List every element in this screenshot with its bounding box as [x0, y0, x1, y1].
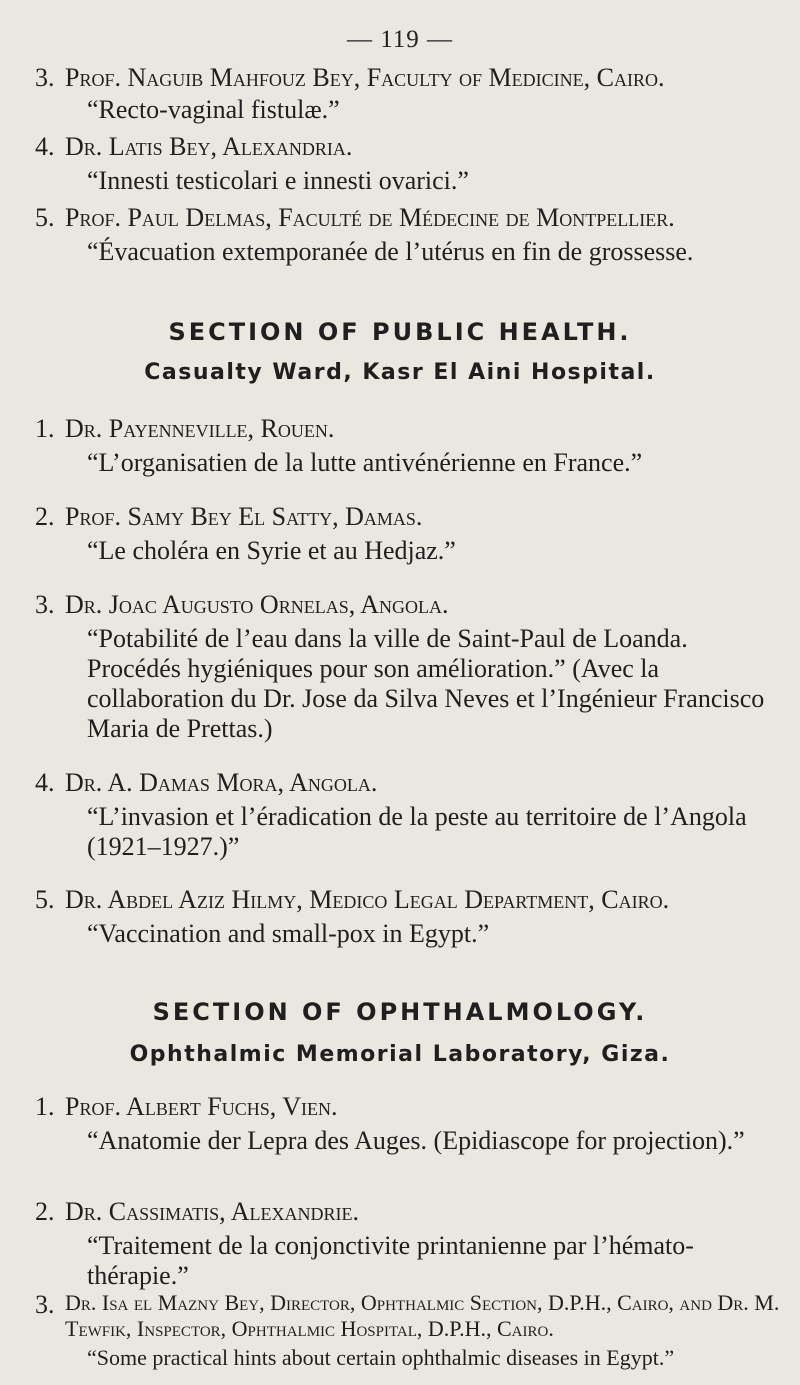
item-author: Prof. Paul Delmas, Faculté de Médecine de Montpellier. — [65, 203, 675, 232]
item-title: “Vaccination and small-pox in Egypt.” — [87, 919, 490, 948]
section-heading: SECTION OF OPHTHALMOLOGY. — [152, 998, 648, 1026]
item-title: “Traitement de la conjonctivite printanienne par l’hémato-thérapie.” — [87, 1231, 694, 1290]
section-heading: SECTION OF PUBLIC HEALTH. — [168, 318, 632, 346]
item-author: Dr. A. Damas Mora, Angola. — [65, 768, 378, 797]
item-author: Dr. Payenneville, Rouen. — [65, 414, 335, 443]
section-subheading: Ophthalmic Memorial Laboratory, Giza. — [129, 1042, 671, 1067]
item-title: “Le choléra en Syrie et au Hedjaz.” — [87, 536, 456, 565]
section-subheading: Casualty Ward, Kasr El Aini Hospital. — [144, 360, 656, 385]
item-number: 4. — [35, 132, 55, 161]
item-author: Dr. Latis Bey, Alexandria. — [65, 132, 353, 161]
item-number: 2. — [35, 1197, 55, 1226]
item-number: 3. — [35, 1290, 55, 1319]
item-author: Dr. Abdel Aziz Hilmy, Medico Legal Department, Cairo. — [65, 885, 670, 914]
item-number: 3. — [35, 63, 55, 92]
item-number: 1. — [35, 1092, 55, 1121]
item-number: 4. — [35, 768, 55, 797]
item-title: “Innesti testicolari e innesti ovarici.” — [87, 166, 469, 195]
item-author: Dr. Joac Augusto Ornelas, Angola. — [65, 590, 449, 619]
item-title: “L’organisatien de la lutte antivénérienne en France.” — [87, 448, 643, 477]
item-number: 3. — [35, 590, 55, 619]
item-author: Dr. Isa el Mazny Bey, Director, Ophthalmic Section, D.P.H., Cairo, and Dr. M. Tewfik, Inspector, Ophthalmic Hospital, D.P.H., Cairo. — [65, 1290, 780, 1341]
item-number: 5. — [35, 203, 55, 232]
item-title: “Some practical hints about certain ophthalmic diseases in Egypt.” — [87, 1345, 675, 1370]
item-title: “Potabilité de l’eau dans la ville de Saint-Paul de Loanda. Procédés hygiéniques pour son amélioration.” (Avec la collaboration du Dr. Jose da Silva Neves et l’Ingénieur Francisco Maria de Prettas.) — [87, 624, 765, 743]
item-number: 1. — [35, 414, 55, 443]
item-author: Prof. Albert Fuchs, Vien. — [65, 1092, 338, 1121]
item-title: “Recto-vaginal fistulæ.” — [87, 95, 340, 124]
item-title: “Évacuation extemporanée de l’utérus en fin de grossesse. — [87, 237, 694, 266]
item-number: 2. — [35, 502, 55, 531]
item-author: Prof. Samy Bey El Satty, Damas. — [65, 502, 423, 531]
item-title: “Anatomie der Lepra des Auges. (Epidiascope for projection).” — [87, 1126, 745, 1155]
item-author: Prof. Naguib Mahfouz Bey, Faculty of Medicine, Cairo. — [65, 63, 665, 92]
item-title: “L’invasion et l’éradication de la peste au territoire de l’Angola (1921–1927.)” — [87, 802, 747, 861]
page-number: — 119 — — [346, 26, 454, 53]
item-number: 5. — [35, 885, 55, 914]
item-author: Dr. Cassimatis, Alexandrie. — [65, 1197, 359, 1226]
